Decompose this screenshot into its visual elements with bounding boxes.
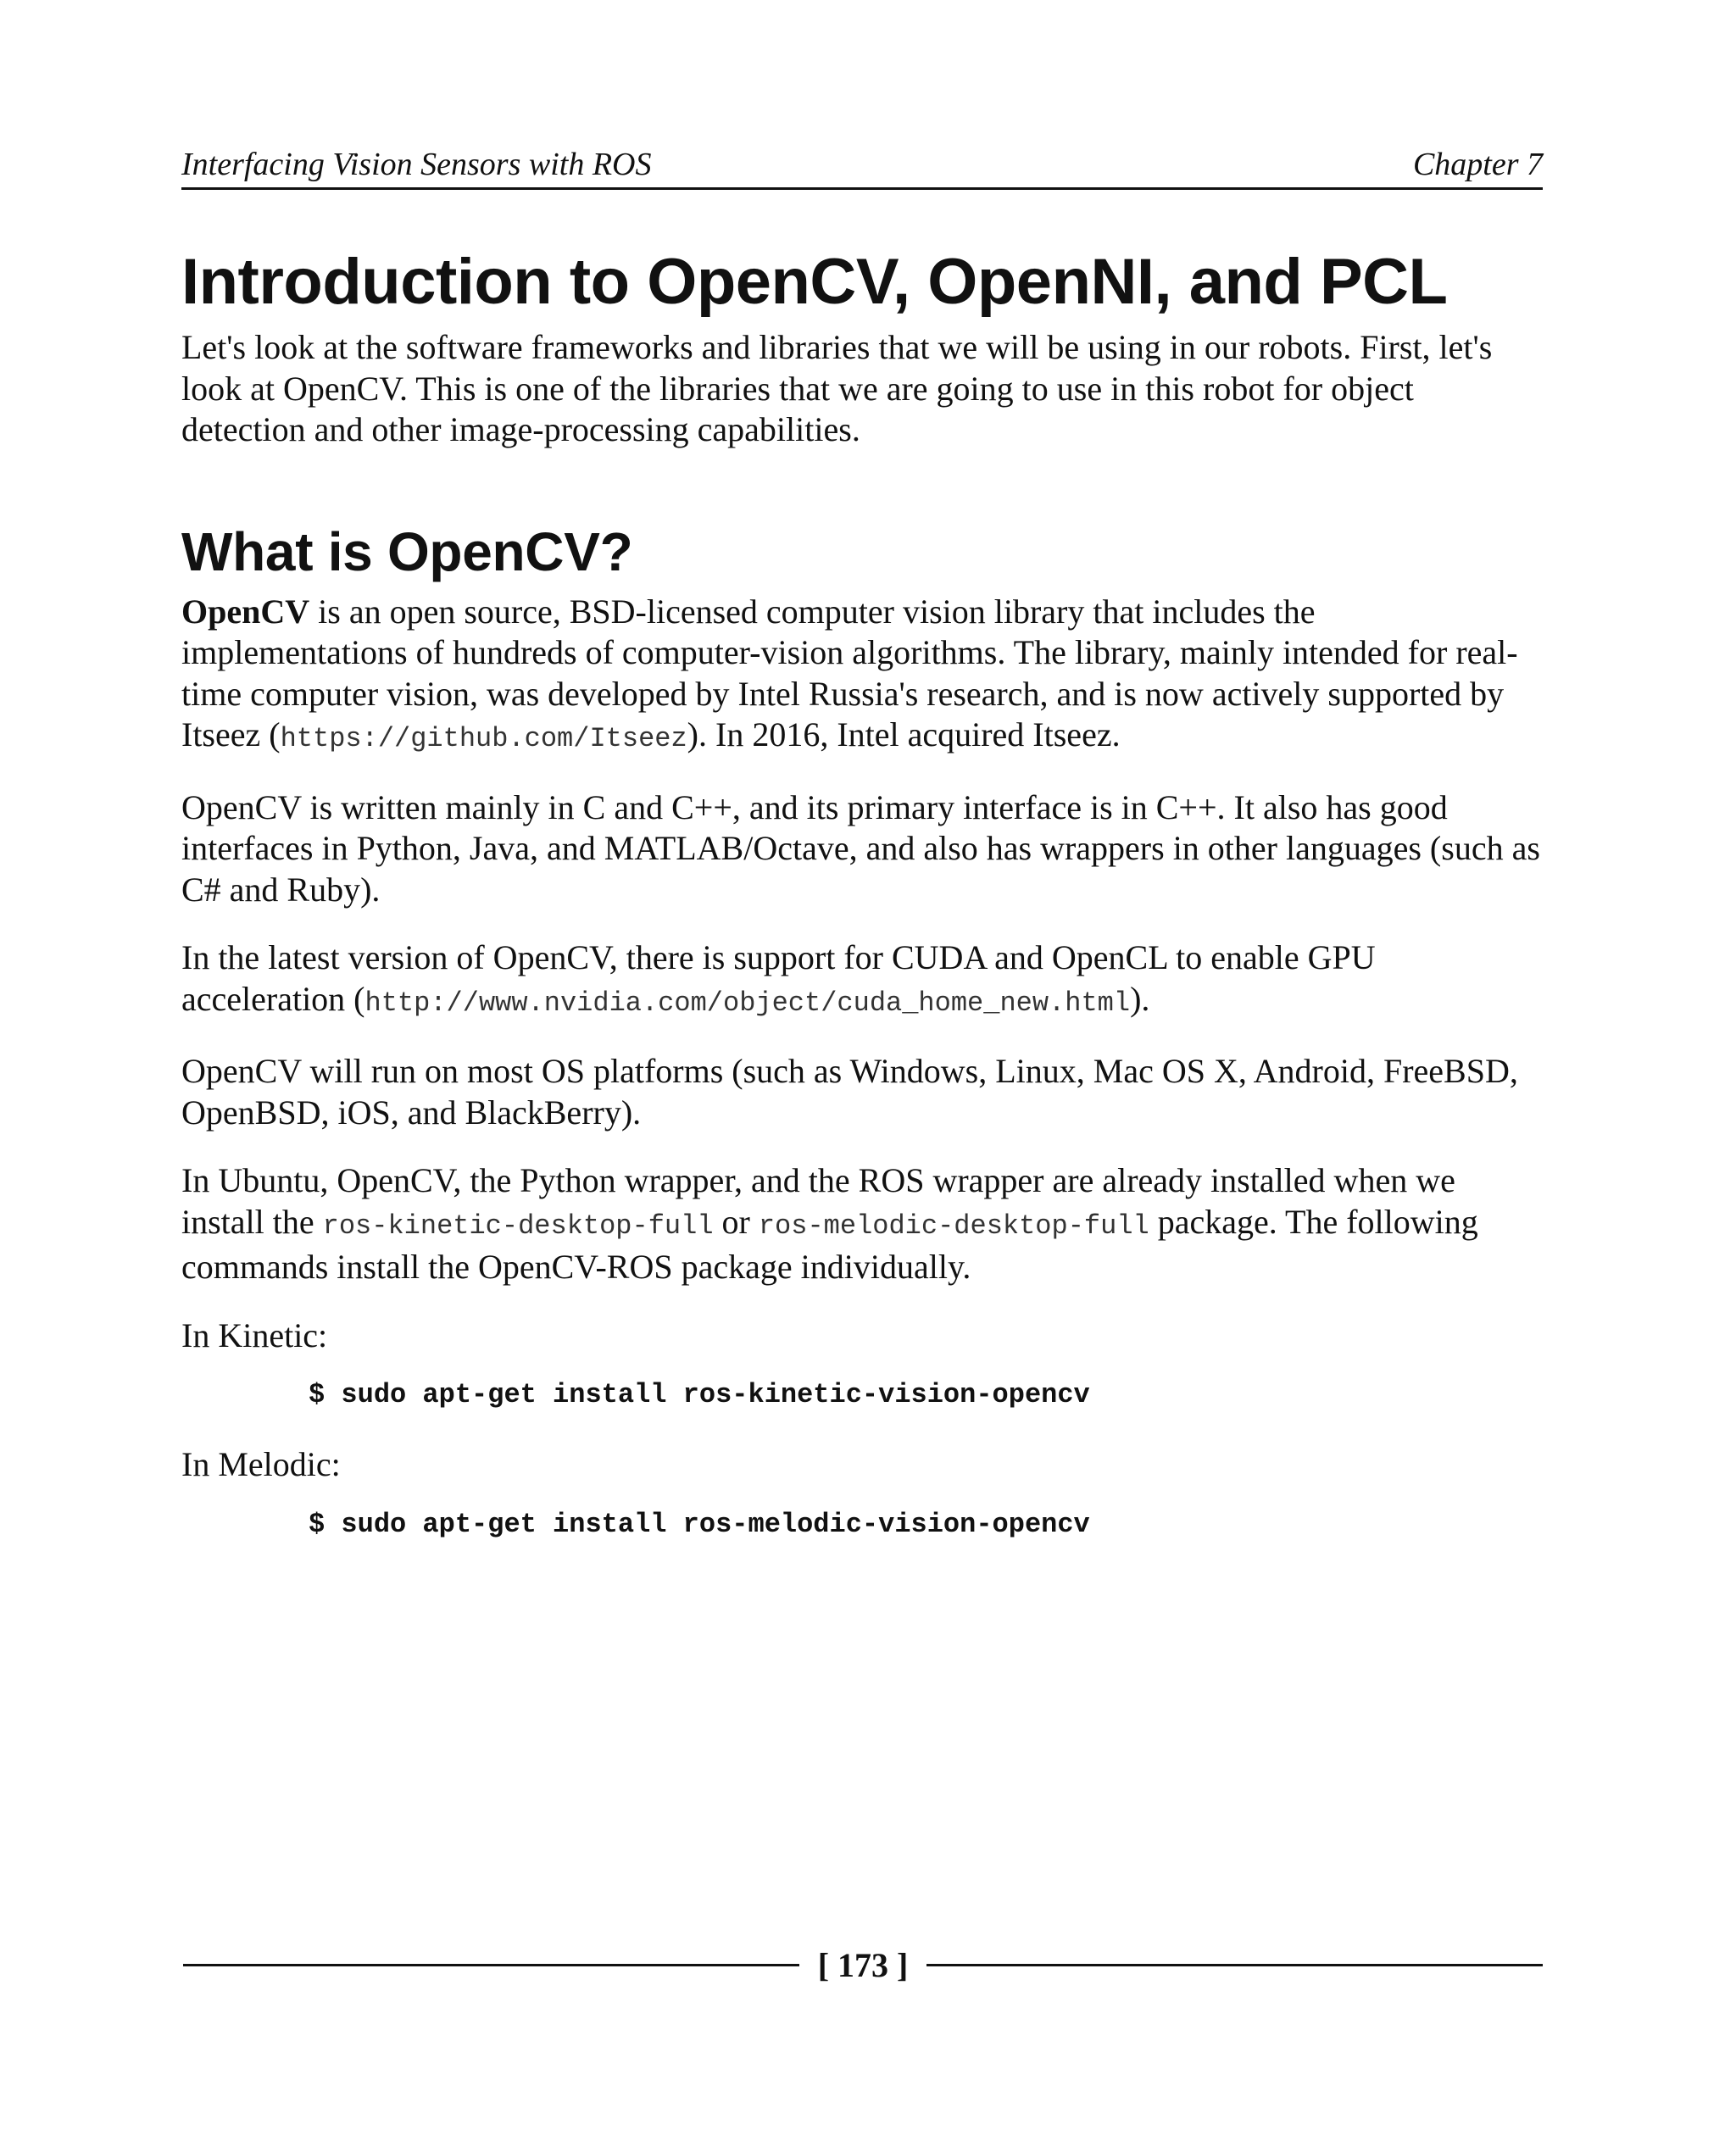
- ubuntu-install-paragraph: [181, 1160, 1543, 1288]
- melodic-desktop-package: ros-melodic-desktop-full: [758, 1210, 1149, 1242]
- itseez-link[interactable]: https://github.com/Itseez: [280, 723, 687, 754]
- header-book-title: Interfacing Vision Sensors with ROS: [181, 147, 652, 182]
- body-content: [181, 246, 1543, 1574]
- footer-rule-right: [926, 1964, 1543, 1966]
- subsection-title: What is OpenCV?: [181, 520, 633, 582]
- document-page: [181, 0, 1543, 2141]
- section-title: Introduction to OpenCV, OpenNI, and PCL: [181, 246, 1448, 318]
- kinetic-desktop-package: ros-kinetic-desktop-full: [322, 1210, 714, 1242]
- header-chapter: Chapter 7: [1412, 147, 1543, 182]
- opencv-term: OpenCV: [181, 592, 310, 631]
- melodic-label: In Melodic:: [181, 1445, 341, 1483]
- page-number: [ 173 ]: [817, 1945, 909, 1984]
- gpu-acceleration-paragraph: [181, 937, 1543, 1024]
- ubuntu-install-text-1: In Ubuntu, OpenCV, the Python wrapper, and the ROS wrapper are already installed when we install the: [181, 1161, 1455, 1241]
- opencv-definition-paragraph: [181, 592, 1543, 760]
- footer-rule-left: [183, 1964, 799, 1966]
- nvidia-cuda-link[interactable]: http://www.nvidia.com/object/cuda_home_new.html: [364, 987, 1131, 1019]
- opencv-definition-text: is an open source, BSD-licensed computer vision library that includes the implementations of hundreds of computer-vision algorithms. The library, mainly intended for real-time computer vision, was developed by Intel Russia's research, and is now actively supported by Itseez (: [181, 592, 1518, 754]
- ubuntu-install-text-2: or: [713, 1202, 759, 1241]
- kinetic-install-command: $ sudo apt-get install ros-kinetic-vision-opencv: [309, 1379, 1090, 1410]
- kinetic-label: In Kinetic:: [181, 1315, 328, 1354]
- page-footer: [183, 1941, 1543, 1988]
- os-platforms-paragraph: OpenCV will run on most OS platforms (such as Windows, Linux, Mac OS X, Android, FreeBSD, OpenBSD, iOS, and BlackBerry).: [181, 1052, 1518, 1132]
- running-header: [181, 146, 1543, 190]
- gpu-acceleration-tail: ).: [1130, 979, 1150, 1018]
- section-intro-paragraph: Let's look at the software frameworks and libraries that we will be using in our robots. First, let's look at OpenCV. This is one of the libraries that we are going to use in this robot for object detection and other image-processing capabilities.: [181, 328, 1493, 448]
- gpu-acceleration-text: In the latest version of OpenCV, there is support for CUDA and OpenCL to enable GPU acceleration (: [181, 938, 1376, 1018]
- opencv-languages-paragraph: OpenCV is written mainly in C and C++, and its primary interface is in C++. It also has good interfaces in Python, Java, and MATLAB/Octave, and also has wrappers in other languages (such as C# and Ruby).: [181, 787, 1540, 909]
- opencv-definition-tail: ). In 2016, Intel acquired Itseez.: [687, 715, 1121, 754]
- melodic-install-command: $ sudo apt-get install ros-melodic-vision-opencv: [309, 1508, 1090, 1540]
- ubuntu-install-text-3: package. The following commands install the OpenCV-ROS package individually.: [181, 1202, 1478, 1286]
